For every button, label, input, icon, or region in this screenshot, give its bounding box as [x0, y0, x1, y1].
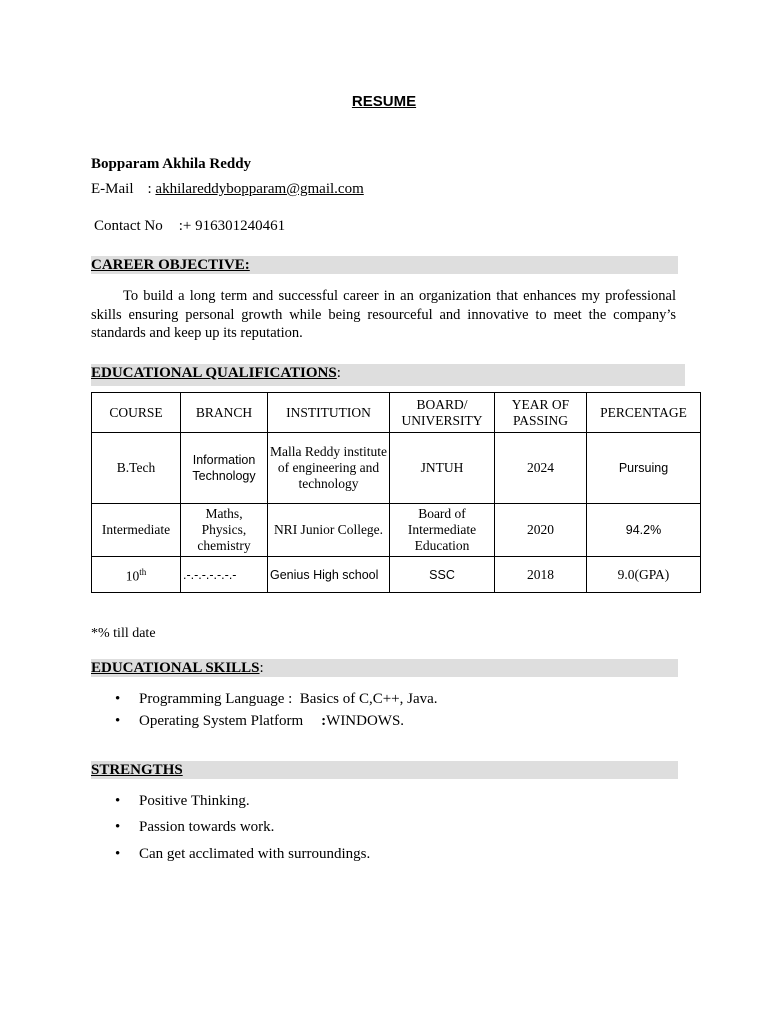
contact-separator: :+	[178, 218, 192, 234]
skills-list	[91, 691, 438, 735]
education-table	[91, 392, 701, 593]
cell-year: 2018	[495, 557, 587, 593]
header-branch: BRANCH	[181, 393, 268, 433]
header-course: COURSE	[92, 393, 181, 433]
email-link[interactable]: akhilareddybopparam@gmail.com	[155, 181, 364, 197]
header-year: YEAR OF PASSING	[495, 393, 587, 433]
cell-board: SSC	[390, 557, 495, 593]
list-item: • Positive Thinking.	[91, 793, 370, 819]
cell-institution: Genius High school	[268, 557, 390, 593]
cell-percentage: 94.2%	[587, 504, 701, 557]
cell-branch: Information Technology	[181, 433, 268, 504]
email-label: E-Mail	[91, 181, 134, 197]
email-separator: :	[147, 181, 152, 197]
cell-percentage: Pursuing	[587, 433, 701, 504]
cell-year: 2024	[495, 433, 587, 504]
contact-label: Contact No	[94, 218, 163, 234]
table-header-row	[92, 393, 701, 433]
education-heading: EDUCATIONAL QUALIFICATIONS:	[91, 364, 685, 386]
cell-percentage: 9.0(GPA)	[587, 557, 701, 593]
header-board: BOARD/ UNIVERSITY	[390, 393, 495, 433]
table-footnote: *% till date	[91, 626, 156, 641]
contact-line	[94, 218, 285, 235]
cell-institution: Malla Reddy institute of engineering and technology	[268, 433, 390, 504]
email-line	[91, 181, 364, 198]
list-item: • Can get acclimated with surroundings.	[91, 846, 370, 872]
header-institution: INSTITUTION	[268, 393, 390, 433]
cell-branch: Maths, Physics, chemistry	[181, 504, 268, 557]
educational-skills-heading: EDUCATIONAL SKILLS:	[91, 659, 678, 677]
list-item: • Passion towards work.	[91, 819, 370, 846]
cell-year: 2020	[495, 504, 587, 557]
table-row	[92, 557, 701, 593]
career-objective-text: To build a long term and successful career in an organization that enhances my professional skills ensuring personal growth while being resourceful and innovative to meet the company’s standards and keep up its reputation.	[91, 288, 676, 341]
strengths-list	[91, 793, 370, 872]
career-objective-heading: CAREER OBJECTIVE:	[91, 256, 678, 274]
table-row	[92, 433, 701, 504]
list-item: • Operating System Platform :WINDOWS.	[91, 713, 438, 735]
cell-branch: .-.-.-.-.-.-.-	[181, 557, 268, 593]
cell-institution: NRI Junior College.	[268, 504, 390, 557]
header-percentage: PERCENTAGE	[587, 393, 701, 433]
cell-board: JNTUH	[390, 433, 495, 504]
cell-course: B.Tech	[92, 433, 181, 504]
contact-number: 916301240461	[195, 218, 286, 234]
strengths-heading: STRENGTHS	[91, 761, 678, 779]
page-title: RESUME	[351, 93, 417, 110]
cell-board: Board of Intermediate Education	[390, 504, 495, 557]
candidate-name: Bopparam Akhila Reddy	[91, 156, 252, 172]
cell-course: Intermediate	[92, 504, 181, 557]
table-row	[92, 504, 701, 557]
list-item: • Programming Language : Basics of C,C++, Java.	[91, 691, 438, 713]
cell-course: 10th	[92, 557, 181, 593]
